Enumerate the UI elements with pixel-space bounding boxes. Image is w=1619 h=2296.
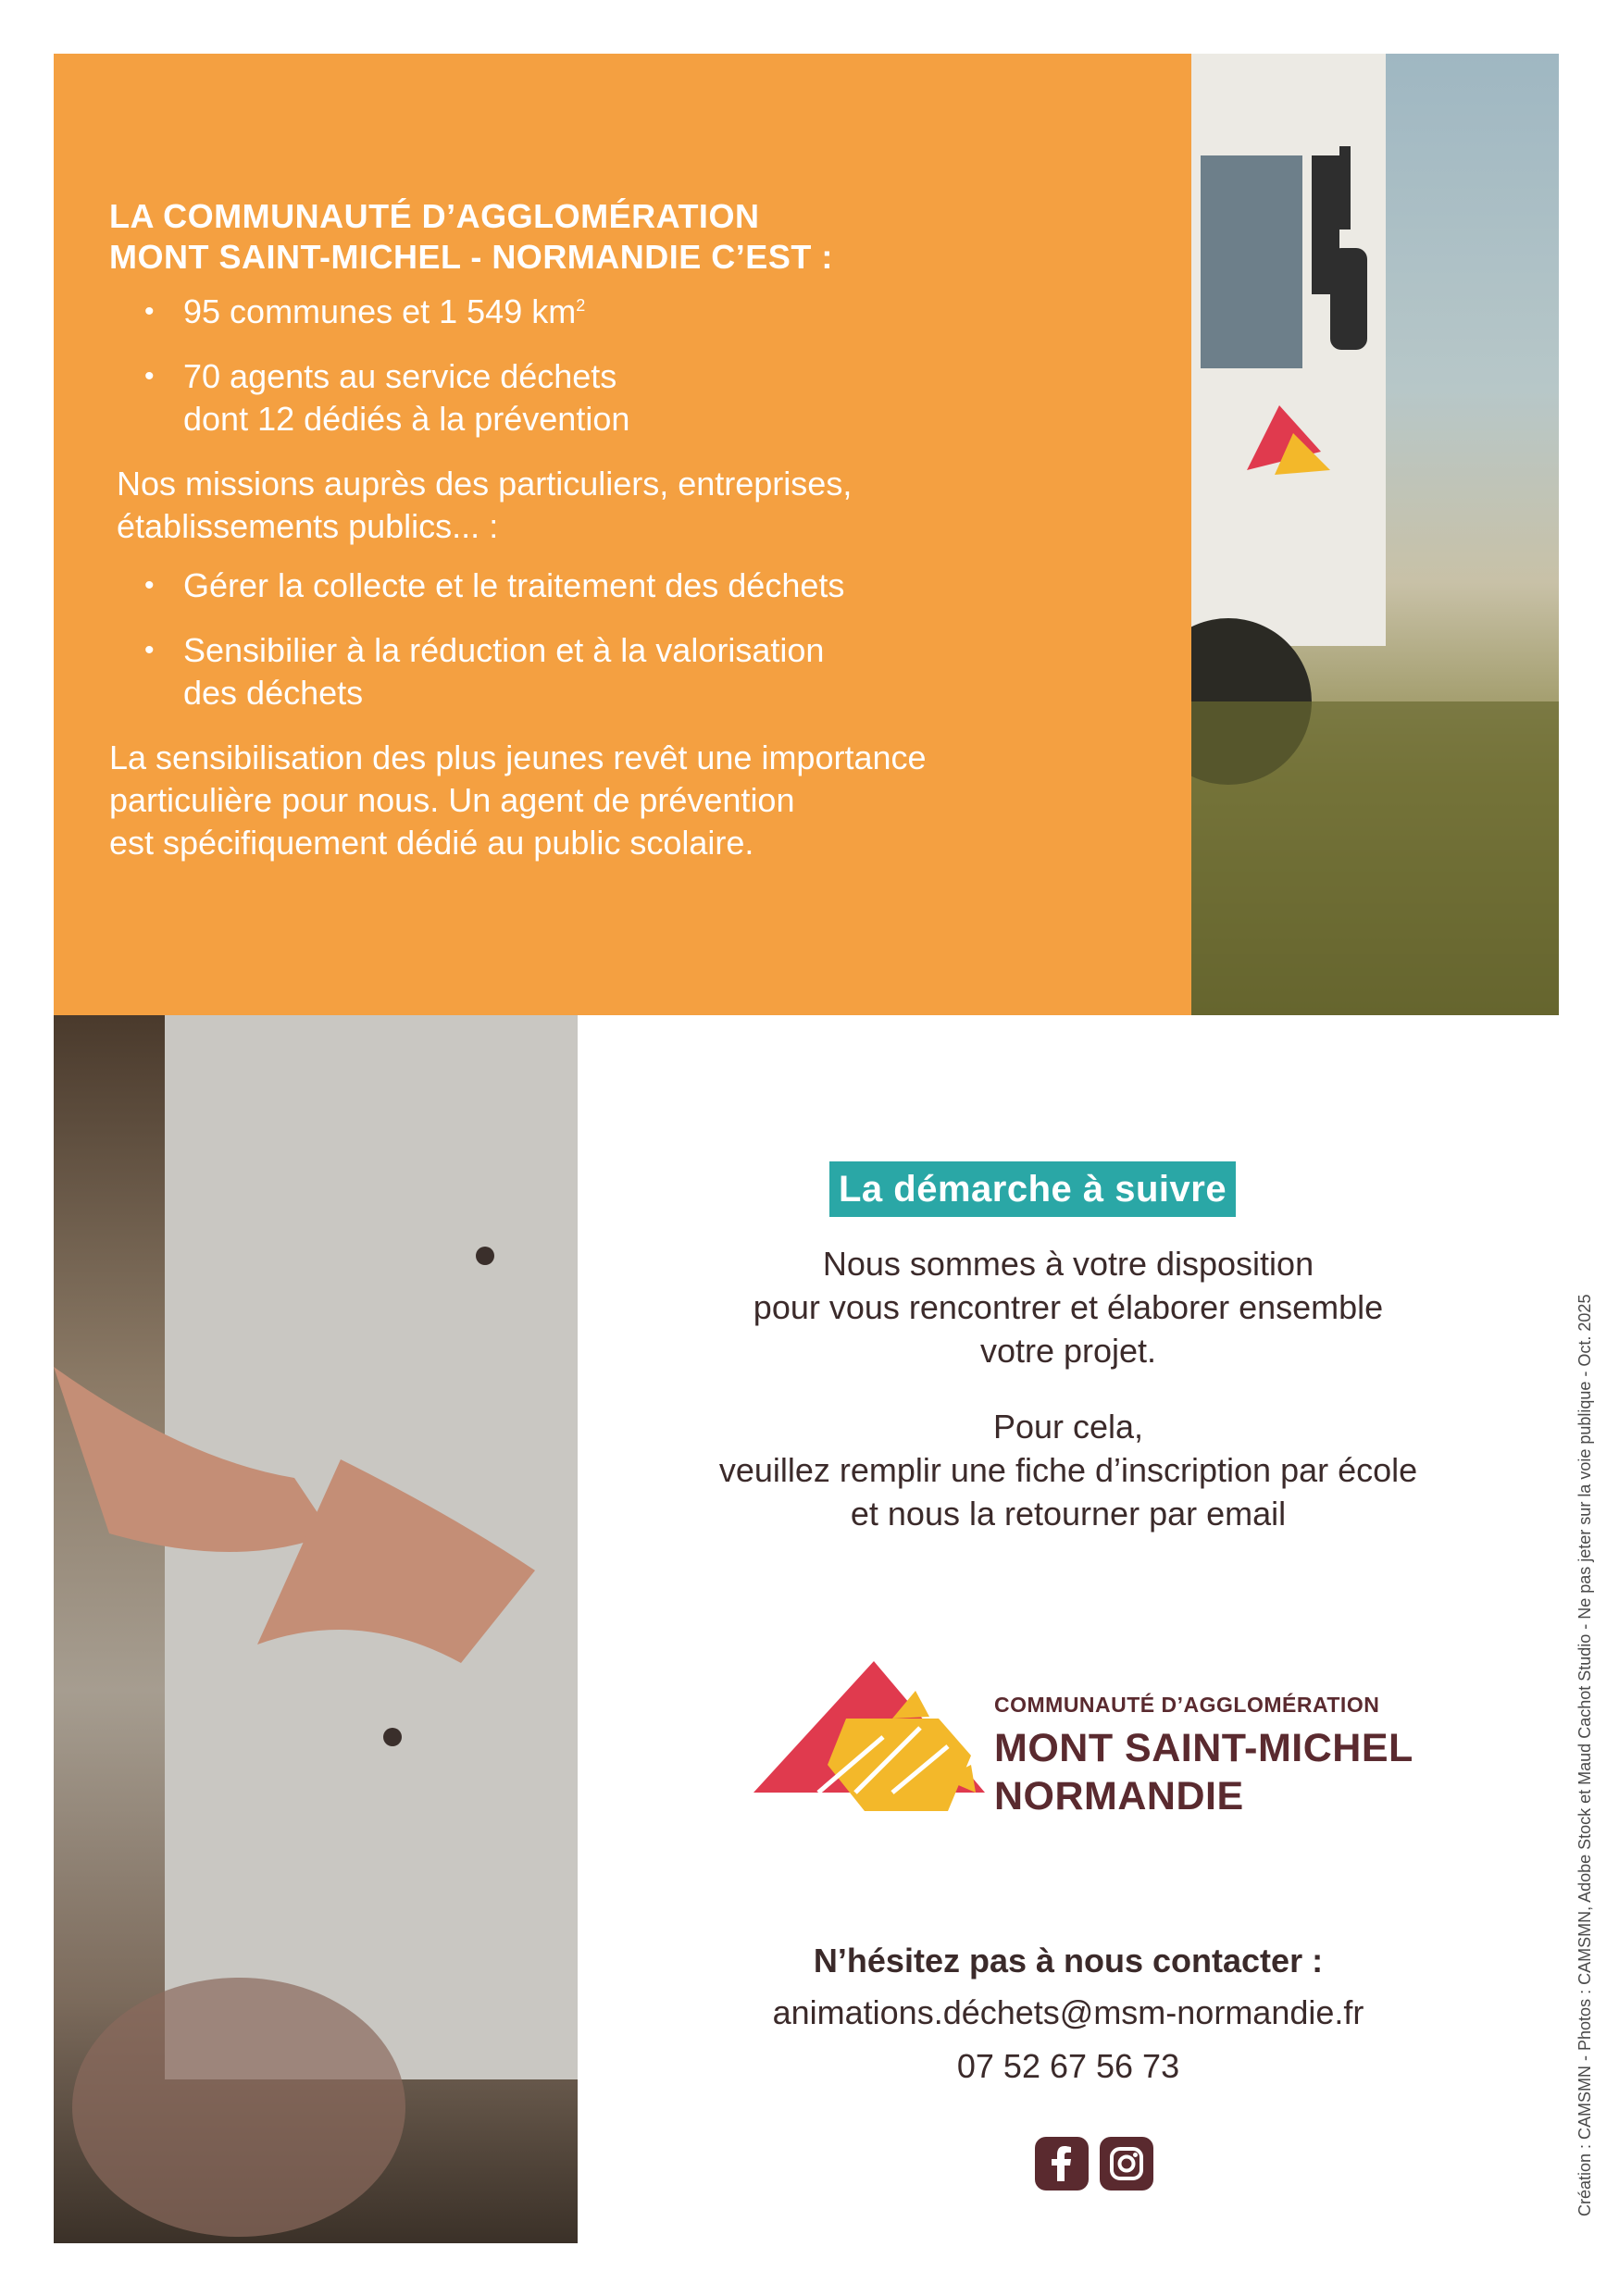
logo-line-1: COMMUNAUTÉ D’AGGLOMÉRATION: [994, 1693, 1380, 1717]
instagram-icon[interactable]: [1100, 2137, 1153, 2191]
procedure-section: [578, 1015, 1559, 2243]
contact-phone[interactable]: 07 52 67 56 73: [956, 2047, 1180, 2085]
contact-email[interactable]: animations.déchets@msm-normandie.fr: [772, 1993, 1364, 2031]
panel-heading: LA COMMUNAUTÉ D’AGGLOMÉRATION MONT SAINT-MICHEL - NORMANDIE C’EST :: [109, 197, 833, 276]
missions-intro: Nos missions auprès des particuliers, entreprises, établissements publics... :: [117, 465, 853, 545]
procedure-badge: La démarche à suivre: [829, 1161, 1236, 1217]
person-photo: [54, 1015, 578, 2243]
truck-photo: [1191, 54, 1559, 1015]
info-panel: [54, 54, 1191, 1015]
missions-list: [109, 565, 1136, 714]
stat-agents: • 70 agents au service déchets dont 12 dédiés à la prévention: [126, 355, 1136, 441]
social-links: [1035, 2137, 1153, 2191]
stats-list: [109, 291, 1136, 441]
procedure-text-2: Pour cela, veuillez remplir une fiche d’inscription par école et nous la retourner par email: [718, 1408, 1418, 1533]
logo-mark-icon: [753, 1654, 994, 1830]
mission-item: • Sensibilier à la réduction et à la valorisation des déchets: [126, 629, 1136, 714]
logo-line-3: NORMANDIE: [994, 1774, 1244, 1818]
stat-communes: • 95 communes et 1 549 $km^2$: [126, 291, 1136, 333]
logo-line-2: MONT SAINT-MICHEL: [994, 1726, 1414, 1770]
agglomeration-logo: [753, 1654, 1457, 1830]
closing-paragraph: La sensibilisation des plus jeunes revêt une importance particulière pour nous. Un agent de prévention est spécifiquement dédié au public scolaire.: [109, 738, 927, 862]
credit-line: Création : CAMSMN - Photos : CAMSMN, Adobe Stock et Maud Cachot Studio - Ne pas jeter sur la voie publique - Oct. 2025: [1575, 1294, 1594, 2216]
contact-title: N’hésitez pas à nous contacter :: [813, 1942, 1324, 1980]
mission-item: • Gérer la collecte et le traitement des déchets: [126, 565, 1136, 607]
procedure-text-1: Nous sommes à votre disposition pour vous rencontrer et élaborer ensemble votre projet.: [753, 1245, 1384, 1370]
facebook-icon[interactable]: [1035, 2137, 1089, 2191]
